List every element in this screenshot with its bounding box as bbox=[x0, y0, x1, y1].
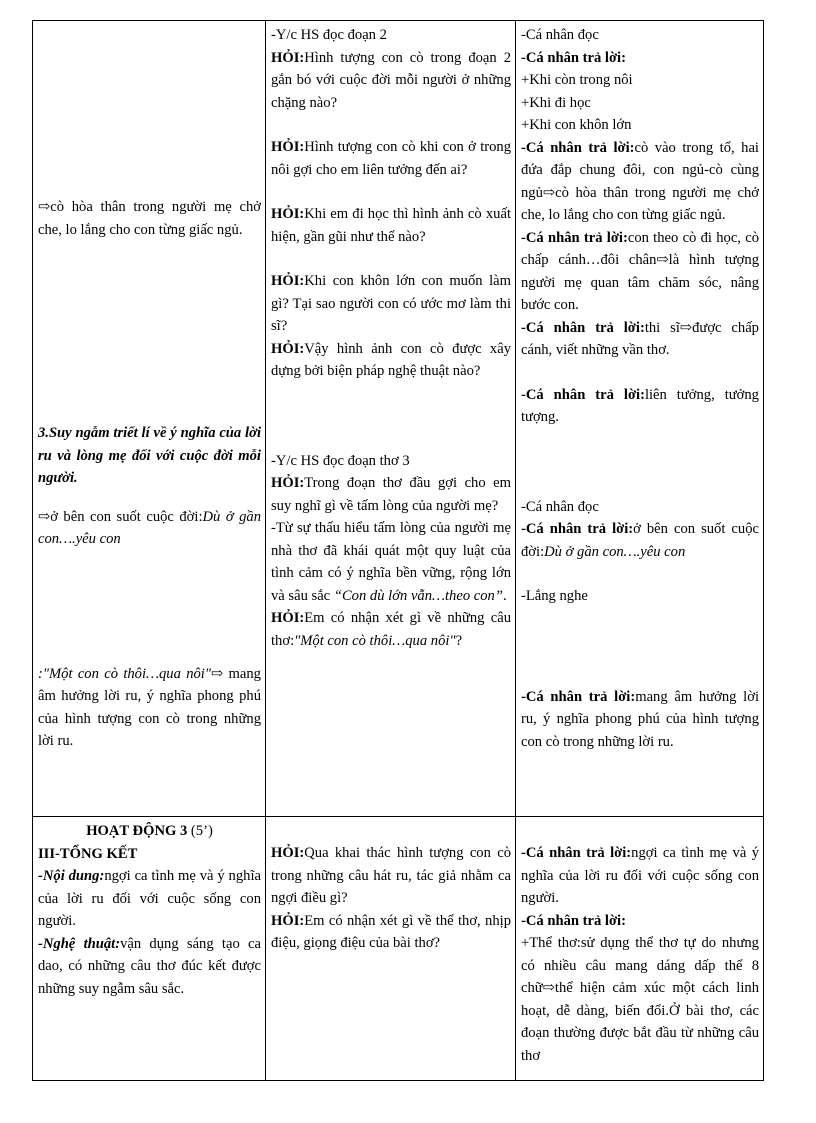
answer-1-label: -Cá nhân trả lời: bbox=[521, 49, 626, 66]
heading-3: 3.Suy ngẫm triết lí về ý nghĩa của lời ru và lòng mẹ đối với cuộc đời mỗi người. bbox=[38, 425, 261, 486]
answer-0: -Cá nhân đọc bbox=[521, 27, 599, 43]
student-cell bbox=[516, 817, 764, 1081]
activity-heading: HOẠT ĐỘNG 3 (5’) bbox=[86, 823, 213, 839]
question-1: HỎI:Qua khai thác hình tượng con cò trong những câu hát ru, tác giả nhằm ca ngợi điều gì? bbox=[271, 845, 511, 906]
answer-3: +Thể thơ:sử dụng thể thơ tự do nhưng có nhiều câu mang dáng dấp thể 8 chữ⇨thể hiện cảm xúc một cách linh hoạt, dễ dàng, biến đổi.Ở bài thơ, các đoạn thường được bắt đầu từ những câu thơ bbox=[521, 935, 759, 1064]
student-cell bbox=[516, 21, 764, 817]
content-cell bbox=[33, 21, 266, 817]
question-6: HỎI:Trong đoạn thơ đầu gợi cho em suy nghĩ gì về tấm lòng của người mẹ? bbox=[271, 475, 511, 514]
answer-3: -Cá nhân trả lời:con theo cò đi học, cò chấp cánh…đôi chân⇨là hình tượng người mẹ quan tâm chăm sóc, nâng bước con. bbox=[521, 229, 759, 313]
explanation-7: -Từ sự thấu hiểu tấm lòng của người mẹ nhà thơ đã khái quát một quy luật của tình cảm có ý nghĩa bền vững, rộng lớn và sâu sắc “Con dù lớn vẫn…theo con”. bbox=[271, 520, 511, 604]
answer-6: -Cá nhân đọc bbox=[521, 498, 599, 515]
section-title: III-TỔNG KẾT bbox=[38, 845, 138, 862]
answer-7: -Cá nhân trả lời:ở bên con suốt cuộc đời:Dù ở gần con….yêu con bbox=[521, 521, 759, 560]
question-2: HỎI:Hình tượng con cò khi con ở trong nôi gợi cho em liên tưởng đến ai? bbox=[271, 139, 511, 178]
teacher-cell bbox=[266, 817, 516, 1081]
content-cell bbox=[33, 817, 266, 1081]
table-row bbox=[33, 21, 764, 817]
note-b: ⇨ở bên con suốt cuộc đời:Dù ở gần con….yêu con bbox=[38, 508, 261, 547]
note-c: :"Một con cò thôi…qua nôi"⇨ mang âm hưởng lời ru, ý nghĩa phong phú của hình tượng con cò trong những lời ru. bbox=[38, 665, 261, 749]
answer-1-item: +Khi đi học bbox=[521, 94, 591, 111]
question-5: HỎI:Vậy hình ảnh con cò được xây dựng bởi biện pháp nghệ thuật nào? bbox=[271, 340, 511, 379]
answer-4: -Cá nhân trả lời:thi sĩ⇨được chấp cánh, viết những vần thơ. bbox=[521, 319, 759, 358]
answer-1: -Cá nhân trả lời:ngợi ca tình mẹ và ý nghĩa của lời ru đối với cuộc sống con người. bbox=[521, 845, 759, 906]
question-8: HỎI:Em có nhận xét gì về những câu thơ:"Một con cò thôi…qua nôi"? bbox=[271, 610, 511, 649]
lesson-plan-page bbox=[32, 20, 763, 1081]
note-a: ⇨cò hòa thân trong người mẹ chở che, lo lắng cho con từng giấc ngủ. bbox=[38, 199, 261, 238]
lesson-table bbox=[32, 20, 764, 1081]
question-3: HỎI:Khi em đi học thì hình ảnh cò xuất hiện, gần gũi như thế nào? bbox=[271, 206, 511, 245]
teacher-cell bbox=[266, 21, 516, 817]
answer-1-item: +Khi còn trong nôi bbox=[521, 72, 633, 88]
answer-9: -Cá nhân trả lời:mang âm hưởng lời ru, ý nghĩa phong phú của hình tượng con cò trong những lời ru. bbox=[521, 688, 759, 750]
answer-2-label: -Cá nhân trả lời: bbox=[521, 912, 626, 929]
instruction-1: -Y/c HS đọc đoạn 2 bbox=[271, 27, 387, 43]
question-4: HỎI:Khi con khôn lớn con muốn làm gì? Tại sao người con có ước mơ làm thi sĩ? bbox=[271, 273, 511, 334]
answer-8: -Lắng nghe bbox=[521, 588, 588, 604]
table-row bbox=[33, 817, 764, 1081]
answer-5: -Cá nhân trả lời:liên tưởng, tưởng tượng. bbox=[521, 386, 759, 425]
question-2: HỎI:Em có nhận xét gì về thể thơ, nhịp điệu, giọng điệu của bài thơ? bbox=[271, 912, 511, 951]
question-1: HỎI:Hình tượng con cò trong đoạn 2 gắn bó với cuộc đời mỗi người ở những chặng nào? bbox=[271, 49, 511, 111]
instruction-2: -Y/c HS đọc đoạn thơ 3 bbox=[271, 452, 410, 469]
summary-content: -Nội dung:ngợi ca tình mẹ và ý nghĩa của lời ru đối với cuộc sống con người. bbox=[38, 868, 261, 929]
summary-art: -Nghệ thuật:vận dụng sáng tạo ca dao, có những câu thơ đúc kết được những suy ngẫm sâu sắc. bbox=[38, 935, 262, 997]
answer-2: -Cá nhân trả lời:cò vào trong tổ, hai đứa đắp chung đôi, con ngủ-cò cùng ngủ⇨cò hòa thân trong người mẹ chở che, lo lắng cho con từng giấc ngủ. bbox=[521, 139, 759, 223]
answer-1-item: +Khi con khôn lớn bbox=[521, 117, 632, 133]
